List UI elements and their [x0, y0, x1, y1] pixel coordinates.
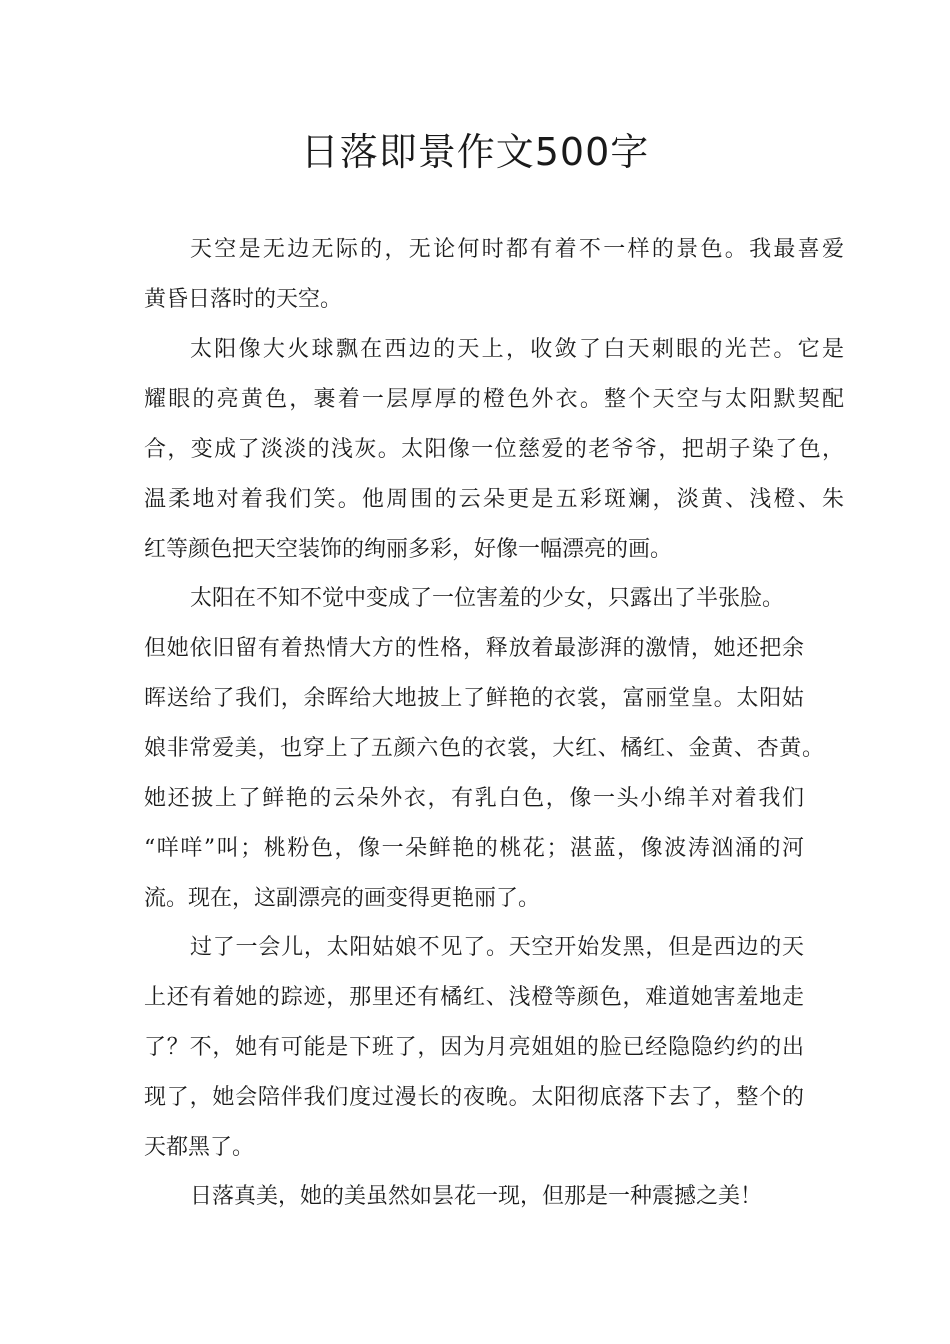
text-line: 她还披上了鲜艳的云朵外衣，有乳白色，像一头小绵羊对着我们: [144, 786, 804, 811]
text-line: 合，变成了淡淡的浅灰。太阳像一位慈爱的老爷爷，把胡子染了色，: [144, 437, 844, 462]
document-title: 日落即景作文500字: [300, 130, 650, 174]
text-line: 过了一会儿，太阳姑娘不见了。天空开始发黑，但是西边的天: [190, 935, 804, 960]
text-line: 娘非常爱美，也穿上了五颜六色的衣裳，大红、橘红、金黄、杏黄。: [144, 736, 824, 761]
text-line: 天都黑了。: [144, 1135, 255, 1160]
text-line: 但她依旧留有着热情大方的性格，释放着最澎湃的激情，她还把余: [144, 636, 804, 661]
text-line: 晖送给了我们，余晖给大地披上了鲜艳的衣裳，富丽堂皇。太阳姑: [144, 686, 804, 711]
text-line: 了？不，她有可能是下班了，因为月亮姐姐的脸已经隐隐约约的出: [144, 1035, 804, 1060]
text-line: 太阳在不知不觉中变成了一位害羞的少女，只露出了半张脸。: [190, 586, 785, 611]
text-line: 现了，她会陪伴我们度过漫长的夜晚。太阳彻底落下去了，整个的: [144, 1085, 804, 1110]
text-line: 上还有着她的踪迹，那里还有橘红、浅橙等颜色，难道她害羞地走: [144, 985, 804, 1010]
text-line: 流。现在，这副漂亮的画变得更艳丽了。: [144, 886, 541, 911]
text-line: 黄昏日落时的天空。: [144, 287, 343, 312]
text-line: 日落真美，她的美虽然如昙花一现，但那是一种震撼之美！: [190, 1184, 763, 1209]
text-line: 温柔地对着我们笑。他周围的云朵更是五彩斑斓，淡黄、浅橙、朱: [144, 487, 844, 512]
text-line: 天空是无边无际的，无论何时都有着不一样的景色。我最喜爱: [190, 237, 844, 262]
text-line: 太阳像大火球飘在西边的天上，收敛了白天刺眼的光芒。它是: [190, 337, 844, 362]
text-line: “咩咩”叫；桃粉色，像一朵鲜艳的桃花；湛蓝，像波涛汹涌的河: [144, 836, 804, 861]
text-line: 耀眼的亮黄色，裹着一层厚厚的橙色外衣。整个天空与太阳默契配: [144, 387, 844, 412]
text-line: 红等颜色把天空装饰的绚丽多彩，好像一幅漂亮的画。: [144, 537, 673, 562]
